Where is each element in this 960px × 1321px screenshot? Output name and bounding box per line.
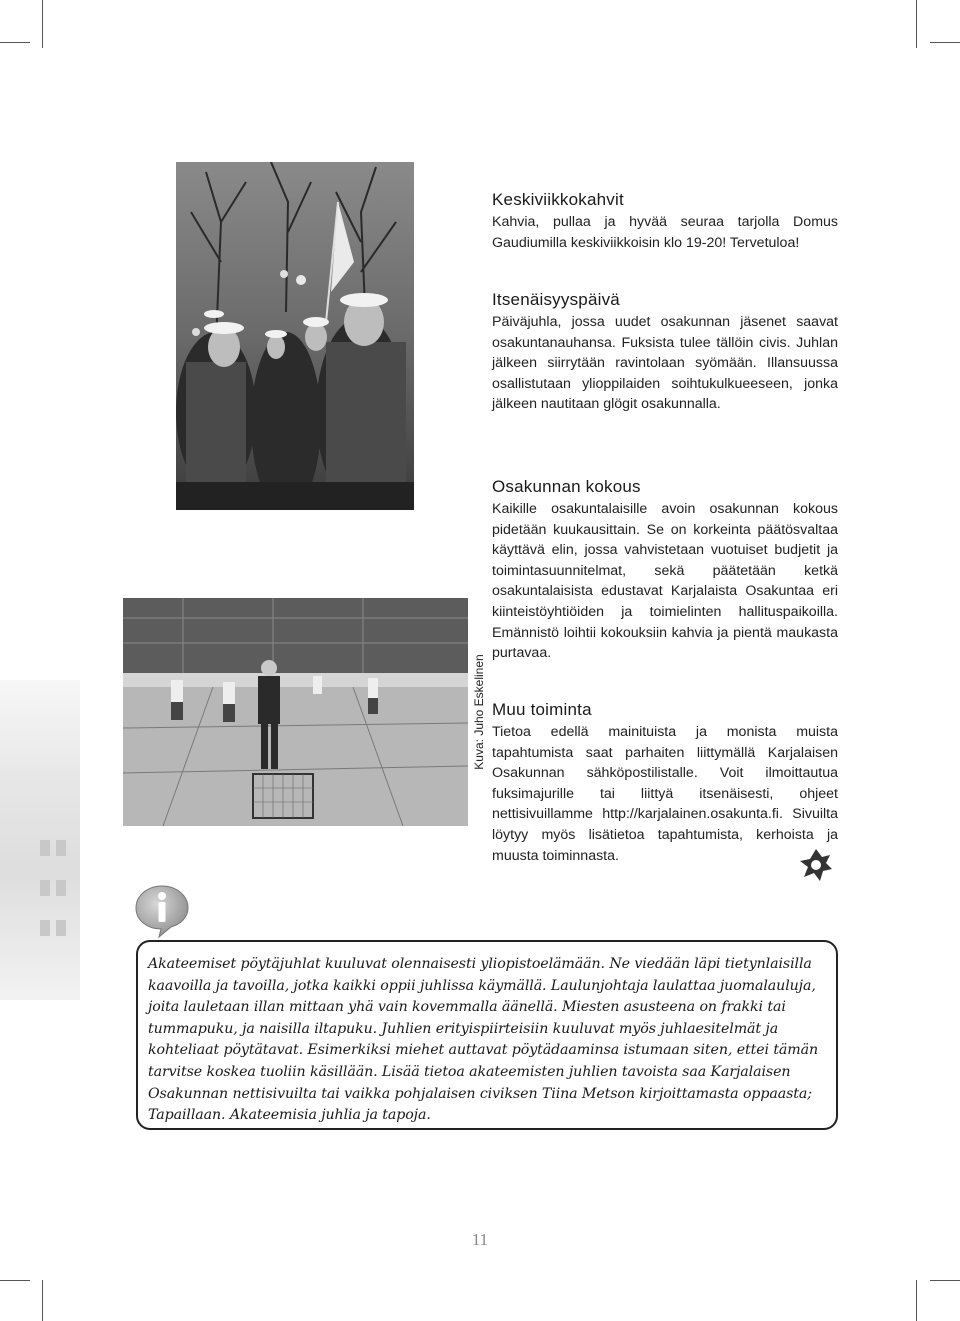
section-body: Kahvia, pullaa ja hyvää seuraa tarjolla Domus Gaudiumilla keskiviikkoisin klo 19-20! Tervetuloa! [492,214,838,251]
crop-mark [42,0,43,48]
procession-photo [176,162,414,510]
photo-credit-text: Kuva: Juho Eskelinen [472,654,486,770]
crop-mark [0,1280,30,1281]
section-title: Muu toiminta [492,700,592,719]
section-title: Osakunnan kokous [492,477,641,496]
crop-mark [0,42,30,43]
info-bubble-icon [133,883,191,939]
section-muu-toiminta [492,700,838,866]
info-box [136,940,838,1130]
section-body: Päiväjuhla, jossa uudet osakunnan jäsenet saavat osakuntanauhansa. Fuksista tulee tällöin civis. Juhlan jälkeen siirrytään ravintolaan syömään. Illansuussa osallistutaan ylioppilaiden soihtukulkueeseen, jonka jälkeen nautitaan glögit osakunnalla. [492,314,838,413]
page-number: 11 [471,1230,489,1249]
floorball-photo [123,598,468,826]
crop-mark [916,1280,917,1321]
osakunta-logo-icon [796,845,836,885]
crop-mark [42,1280,43,1321]
section-osakunnan-kokous [492,477,838,664]
info-box-text: Akateemiset pöytäjuhlat kuuluvat olennaisesti yliopistoelämään. Ne viedään läpi tietynlaisilla kaavoilla ja tavoilla, jotka kaikki oppii juhlissa käymällä. Laulunjohtaja laulattaa juomalauluja, joita lauletaan illan mittaan yhä vain kovemmalla äänellä. Miesten asusteena on frakki tai tummapuku, ja naisilla iltapuku. Juhlien erityispiirteisiin kuuluvat myös juhlaesitelmät ja kohteliaat pöytätavat. Esimerkiksi miehet auttavat pöytädaaminsa istumaan siten, ettei tämän tarvitse koskea tuoliin käsillään. Lisää tietoa akateemisten juhlien tavoista saa Karjalaisen Osakunnan nettisivuilta tai vaikka pohjalaisen civiksen Tiina Metson kirjoittamasta oppaasta; Tapaillaan. Akateemisia juhlia ja tapoja. [148,956,819,1124]
section-keskiviikkokahvit [492,190,838,253]
crop-mark [916,0,917,48]
crop-mark [930,1280,960,1281]
section-itsenaisyyspaiva [492,290,838,415]
section-body: Tietoa edellä mainituista ja monista muista tapahtumista saat parhaiten liittymällä Karjalaisen Osakunnan sähköpostilistalle. Voit ilmoittautua fuksimajurille tai liittyä itsenäisesti, ohjeet nettisivuillamme http://karjalainen.osakunta.fi. Sivuilta löytyy myös lisätietoa tapahtumista, kerhoista ja muusta toiminnasta. [492,724,838,864]
crop-mark [930,42,960,43]
photo-credit [470,598,488,826]
background-building-image [0,680,80,1000]
section-title: Keskiviikkokahvit [492,190,624,209]
section-title: Itsenäisyyspäivä [492,290,620,309]
section-body: Kaikille osakuntalaisille avoin osakunnan kokous pidetään kuukausittain. Se on korkeinta päätösvaltaa käyttävä elin, jossa vahvistetaan vuotuiset budjetit ja toimintasuunnitelmat, sekä päätetään ketkä osakuntalaisista edustavat Karjalaista Osakuntaa eri kiinteistöyhtiöiden ja toimielinten hallituspaikoilla. Emännistö loihtii kokouksiin kahvia ja pientä maukasta purtavaa. [492,501,838,662]
